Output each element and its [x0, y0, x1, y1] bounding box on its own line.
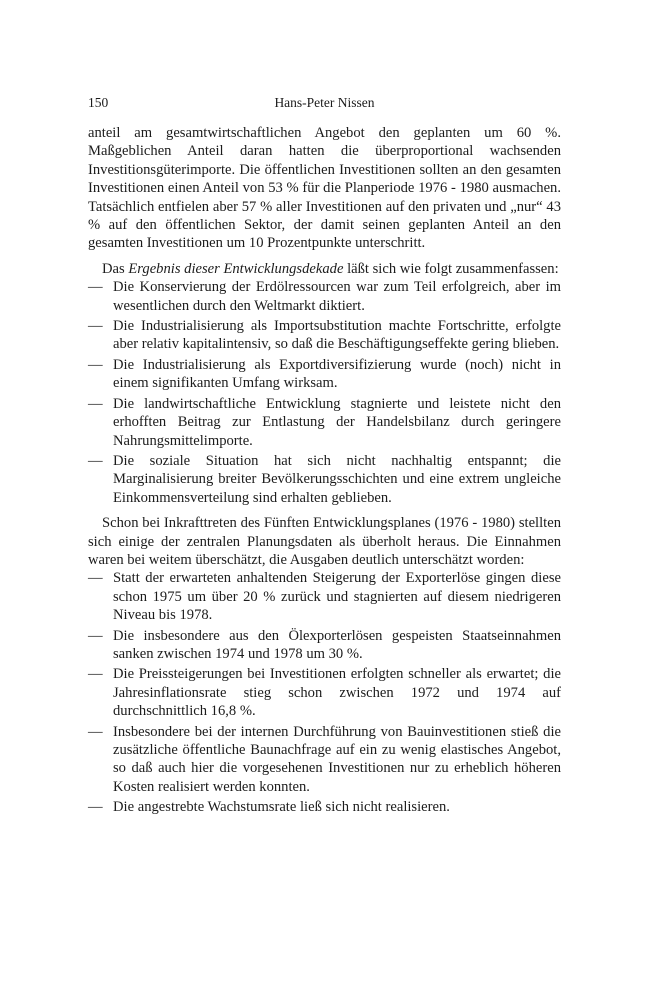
- list-item-text: Insbesondere bei der internen Durchführung von Bauinvestitionen stieß die zusätzliche öffentliche Baunachfrage auf ein zu wenig elastisches Angebot, so daß auch hier die vorgesehenen Investitionen nur zu erheblich höheren Kosten realisiert werden konnten.: [113, 723, 561, 795]
- dash-bullet: —: [88, 395, 103, 412]
- results-list: [88, 278, 561, 507]
- list-item-text: Die Industrialisierung als Exportdiversifizierung wurde (noch) nicht in einem signifikanten Umfang wirksam.: [113, 356, 561, 392]
- paragraph-2-tail: läßt sich wie folgt zusammenfassen:: [343, 260, 559, 277]
- plan-deviations-list: [88, 569, 561, 816]
- running-head-author: Hans-Peter Nissen: [274, 95, 375, 110]
- list-item: [88, 452, 561, 507]
- body-paragraph-3: Schon bei Inkrafttreten des Fünften Entwicklungsplanes (1976 - 1980) stellten sich einige der zentralen Planungsdaten als überholt heraus. Die Einnahmen waren bei weitem überschätzt, die Ausgaben deutlich unterschätzt worden:: [88, 515, 561, 568]
- list-item: [88, 569, 561, 624]
- list-item: [88, 356, 561, 393]
- dash-bullet: —: [88, 570, 103, 587]
- list-item-text: Die soziale Situation hat sich nicht nachhaltig entspannt; die Marginalisierung breiter Bevölkerungsschichten und eine extrem ungleiche Einkommensverteilung sind erhalten geblieben.: [113, 452, 561, 506]
- list-item: [88, 798, 561, 816]
- page-header: [88, 94, 561, 114]
- dash-bullet: —: [88, 452, 103, 469]
- list-item: [88, 665, 561, 720]
- list-item: [88, 723, 561, 797]
- book-page: [88, 94, 561, 819]
- list-item: [88, 317, 561, 354]
- emphasized-phrase: Ergebnis dieser Entwicklungsdekade: [128, 260, 344, 277]
- dash-bullet: —: [88, 666, 103, 683]
- list-item-text: Statt der erwarteten anhaltenden Steigerung der Exporterlöse gingen diese schon 1975 um über 20 % zurück und stagnierten auf diesem niedrigeren Niveau bis 1978.: [113, 570, 561, 624]
- list-item-text: Die landwirtschaftliche Entwicklung stagnierte und leistete nicht den erhofften Beitrag zur Entlastung der Handelsbilanz durch geringere Nahrungsmittelimporte.: [113, 395, 561, 449]
- body-paragraph-1: anteil am gesamtwirtschaftlichen Angebot den geplanten um 60 %. Maßgeblichen Anteil daran hatten die überproportional wachsenden Investitionsgüterimporte. Die öffentlichen Investitionen sollten an den gesamten Investitionen einen Anteil von 53 % für die Planperiode 1976 - 1980 ausmachen. Tatsächlich entfielen aber 57 % aller Investitionen auf den privaten und „nur“ 43 % auf den öffentlichen Sektor, der damit seinen geplanten Anteil an den gesamten Investitionen um 10 Prozentpunkte unterschritt.: [88, 125, 561, 252]
- list-item-text: Die angestrebte Wachstumsrate ließ sich nicht realisieren.: [113, 799, 450, 816]
- dash-bullet: —: [88, 356, 103, 373]
- dash-bullet: —: [88, 627, 103, 644]
- list-item: [88, 627, 561, 664]
- dash-bullet: —: [88, 799, 103, 816]
- list-item-text: Die insbesondere aus den Ölexporterlösen gespeisten Staatseinnahmen sanken zwischen 1974 und 1978 um 30 %.: [113, 627, 561, 662]
- page-number: 150: [88, 95, 109, 110]
- dash-bullet: —: [88, 279, 103, 296]
- body-paragraph-2: [88, 260, 561, 278]
- list-item-text: Die Preissteigerungen bei Investitionen erfolgten schneller als erwartet; die Jahresinflationsrate stieg schon zwischen 1972 und 1974 auf durchschnittlich 16,8 %.: [113, 666, 561, 720]
- dash-bullet: —: [88, 318, 103, 335]
- paragraph-2-lead: Das: [102, 260, 129, 277]
- list-item: [88, 395, 561, 450]
- list-item: [88, 278, 561, 315]
- list-item-text: Die Konservierung der Erdölressourcen war zum Teil erfolgreich, aber im wesentlichen durch den Weltmarkt diktiert.: [113, 279, 561, 314]
- dash-bullet: —: [88, 723, 103, 740]
- list-item-text: Die Industrialisierung als Importsubstitution machte Fortschritte, erfolgte aber relativ kapitalintensiv, so daß die Beschäftigungseffekte gering blieben.: [113, 318, 561, 353]
